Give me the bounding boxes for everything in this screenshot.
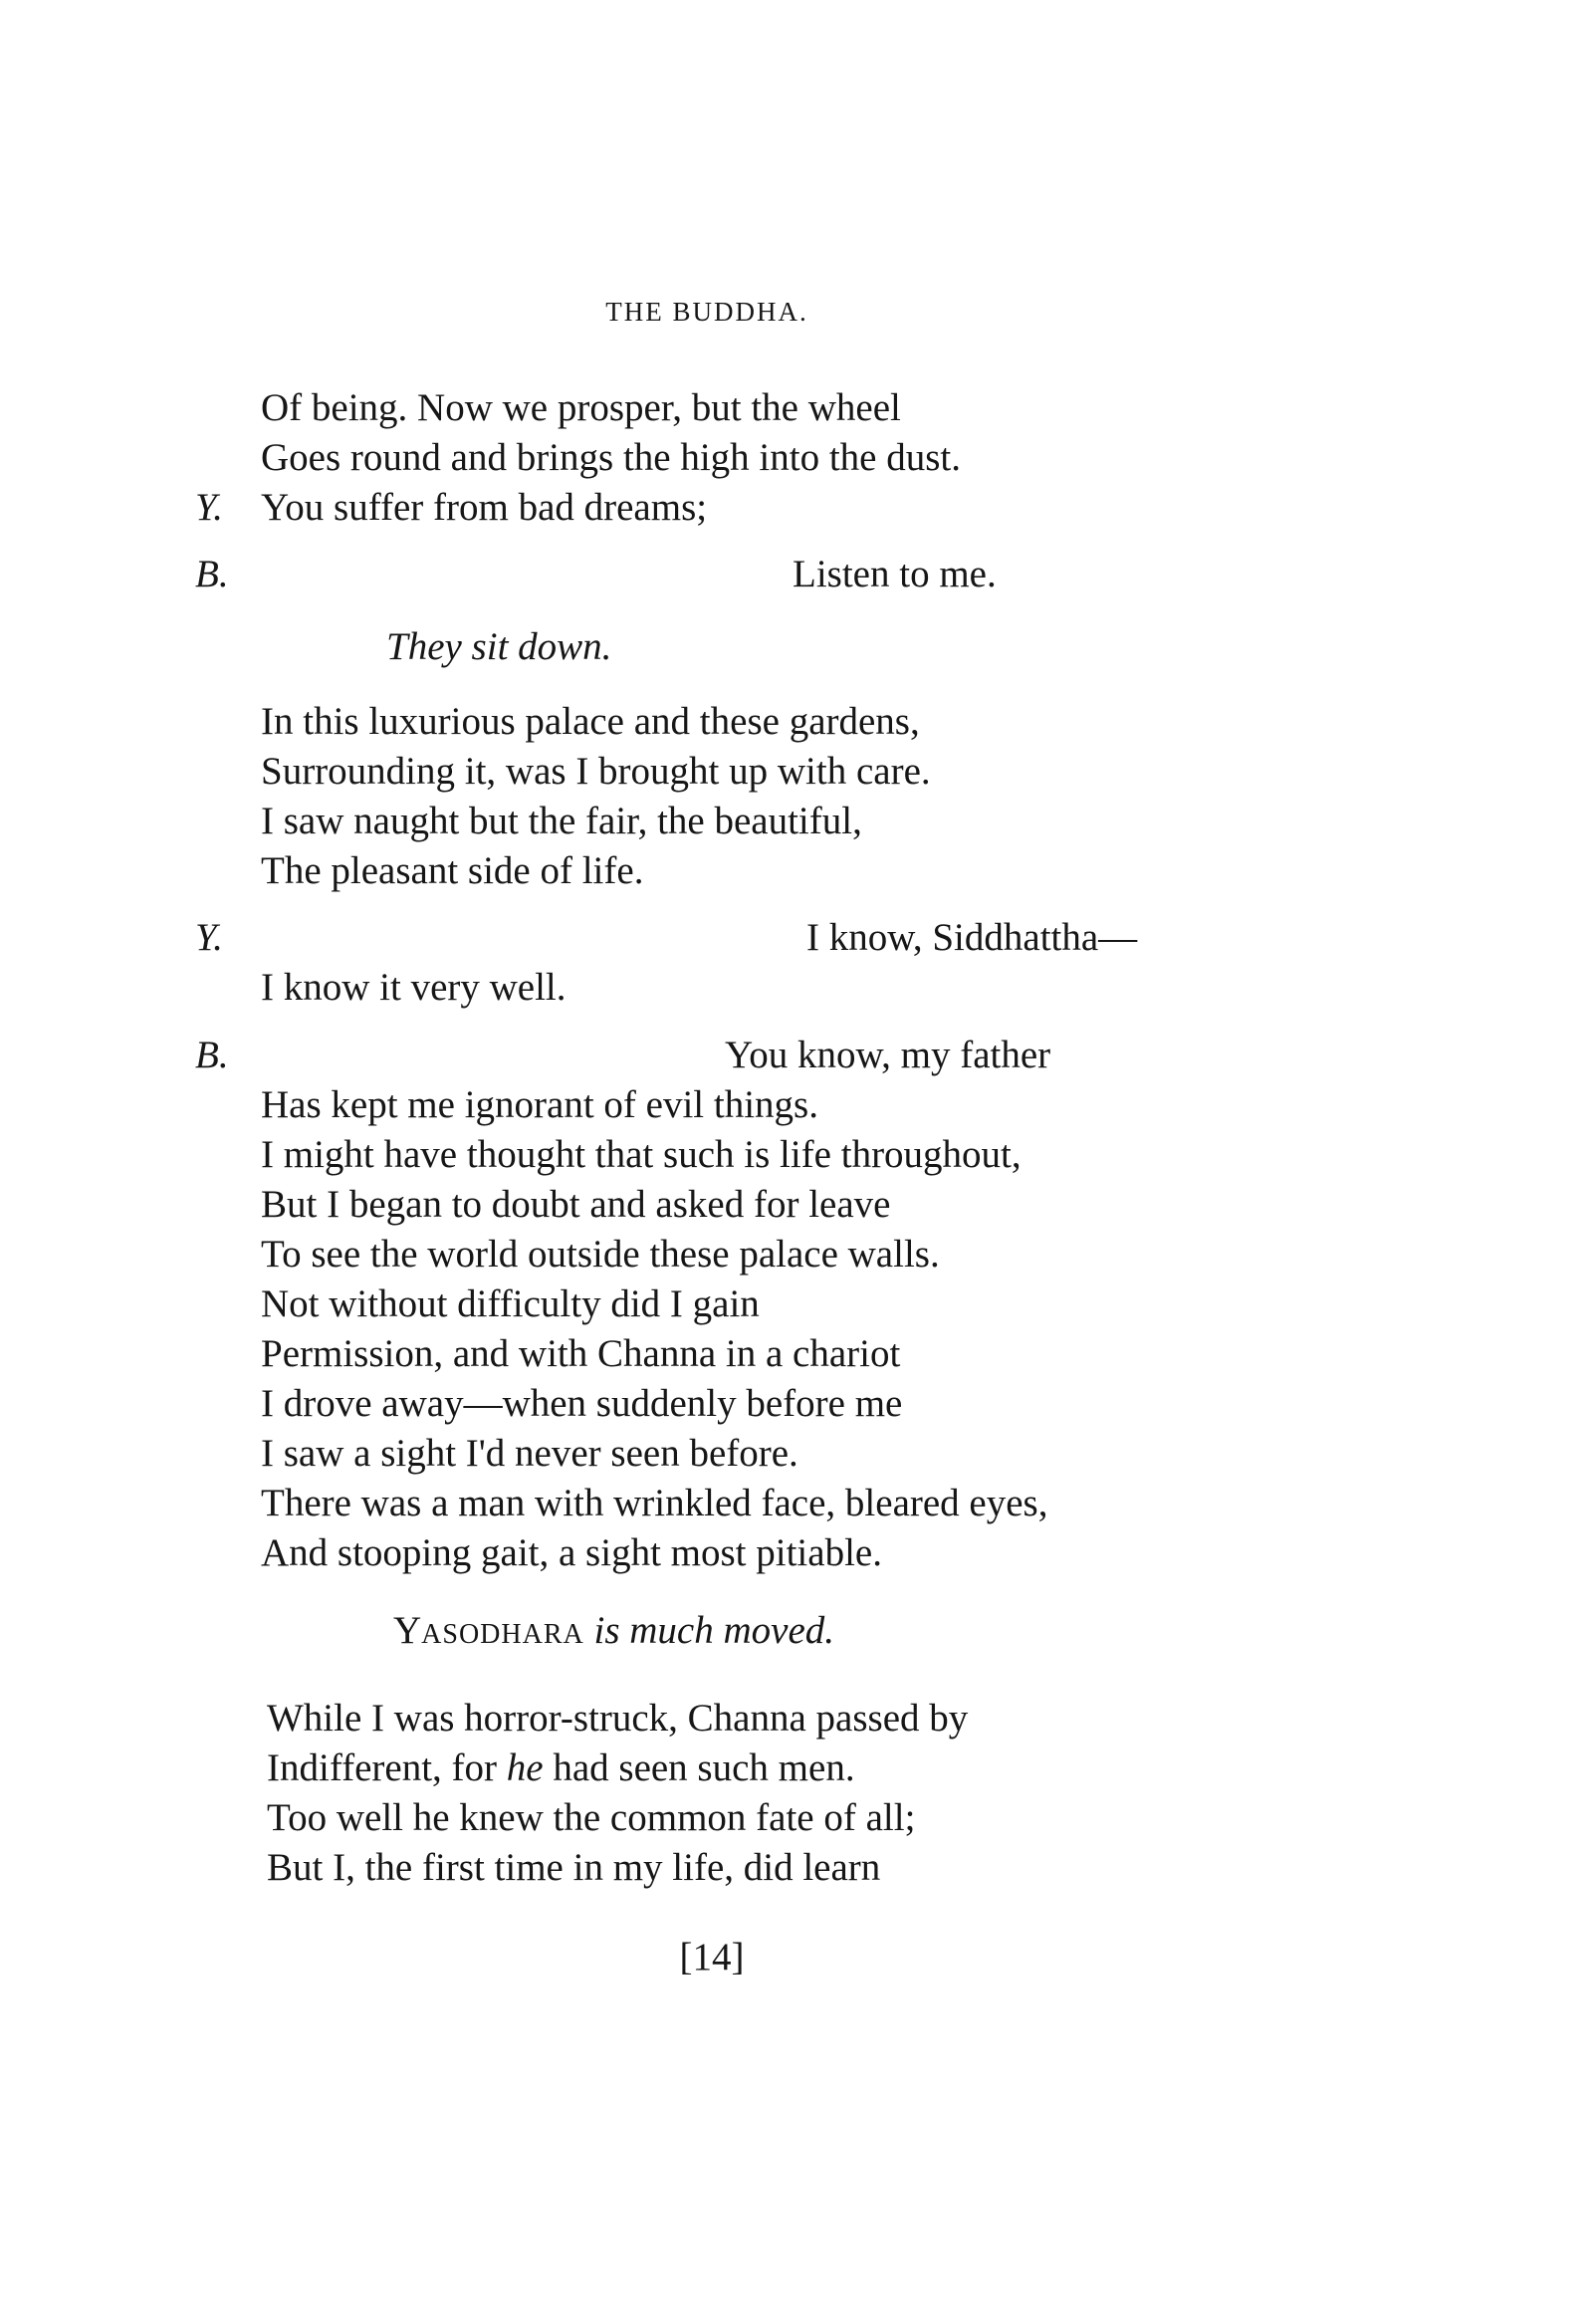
verse-line: I know, Siddhattha— [806,916,1138,959]
verse-line: To see the world outside these palace walls. [261,1233,940,1276]
running-head: THE BUDDHA. [605,297,808,327]
verse-line: Of being. Now we prosper, but the wheel [261,386,901,429]
verse-emphasis: he [506,1746,544,1789]
page-number: [14] [679,1936,745,1978]
verse-line: But I, the first time in my life, did learn [267,1846,881,1889]
verse-line: I might have thought that such is life throughout, [261,1133,1022,1176]
verse-line: But I began to doubt and asked for leave [261,1183,891,1226]
stage-character-name-initial: Y [393,1609,422,1652]
speaker-label-yasodhara: Y. [195,486,223,529]
verse-line: I know it very well. [261,966,567,1009]
verse-line: Permission, and with Channa in a chariot [261,1332,901,1375]
verse-line: Too well he knew the common fate of all; [267,1796,916,1839]
verse-text: Indifferent, for [267,1746,507,1789]
verse-line: Not without difficulty did I gain [261,1282,760,1325]
verse-line: I saw a sight I'd never seen before. [261,1432,798,1475]
speaker-label-buddha: B. [195,1034,229,1076]
verse-line: In this luxurious palace and these gardens, [261,700,920,743]
verse-line: And stooping gait, a sight most pitiable. [261,1531,882,1574]
verse-line [267,1748,855,1787]
stage-direction: They sit down. [386,625,612,668]
verse-line: You suffer from bad dreams; [261,486,708,529]
stage-direction [393,1611,834,1650]
verse-line: You know, my father [725,1034,1051,1076]
verse-text: had seen such men. [543,1746,855,1789]
verse-line: I drove away—when suddenly before me [261,1382,903,1425]
verse-line: Listen to me. [793,553,997,595]
stage-character-name: ASODHARA [421,1619,584,1650]
verse-line: Surrounding it, was I brought up with care. [261,750,931,793]
speaker-label-buddha: B. [195,553,229,595]
verse-line: While I was horror-struck, Channa passed by [267,1697,969,1740]
verse-line: Goes round and brings the high into the dust. [261,436,962,479]
verse-line: Has kept me ignorant of evil things. [261,1083,818,1126]
verse-line: The pleasant side of life. [261,849,644,892]
speaker-label-yasodhara: Y. [195,916,223,959]
verse-line: There was a man with wrinkled face, bleared eyes, [261,1482,1048,1524]
verse-line: I saw naught but the fair, the beautiful, [261,800,862,842]
stage-direction-text: is much moved. [583,1609,835,1652]
